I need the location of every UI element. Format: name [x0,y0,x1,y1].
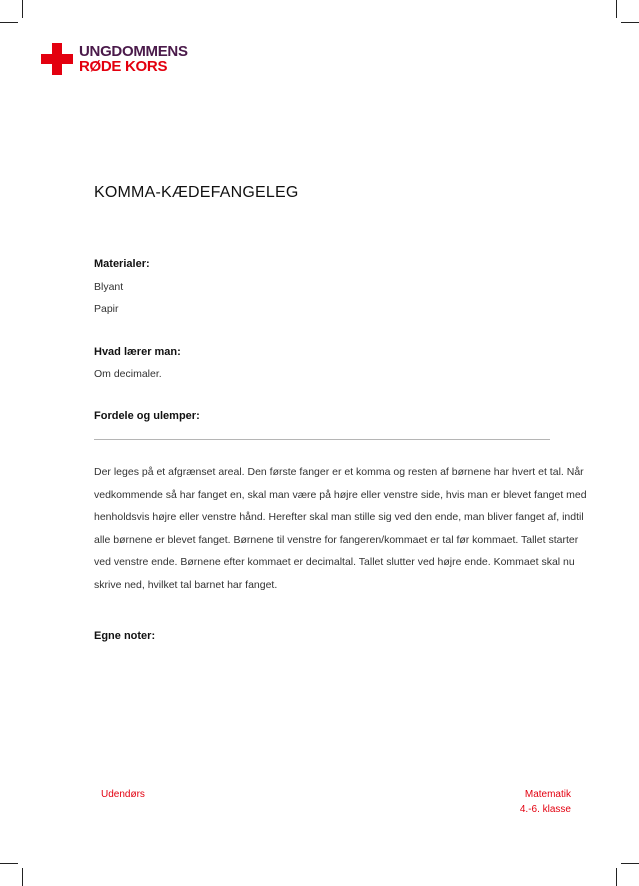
materials-label: Materialer: [94,258,150,270]
footer-category: Udendørs [101,789,145,800]
footer-subject: Matematik [524,789,571,800]
materials-item: Papir [94,303,119,315]
notes-label: Egne noter: [94,630,156,642]
crop-mark-top-right-h [621,22,639,23]
brand-line-2: RØDE KORS [79,58,168,75]
pros-cons-label: Fordele og ulemper: [94,410,200,422]
materials-item: Blyant [94,281,124,293]
description-paragraph: Der leges på et afgrænset areal. Den første fanger er et komma og resten af børnene har hvert et tal. Når vedkommende så har fanget en, skal man være på højre eller venstre side, hvis man er blevet fanget med henholdsvis højre eller venstre hånd. Herefter skal man stille sig ved den ende, man bliver fanget af, indtil alle børnene er blevet fanget. Børnene til venstre for fangeren/kommaet er tal før kommaet. Tallet starter ved venstre ende. Børnene efter kommaet er decimaltal. Tallet slutter ved højre ende. Kommaet skal nu skrive ned, hvilket tal barnet har fanget. [94,466,587,591]
learning-label: Hvad lærer man: [94,346,181,358]
crop-mark-top-right [616,0,617,18]
crop-mark-bottom-right [616,868,617,886]
brand-line-1: UNGDOMMENS [79,43,188,60]
footer-grade: 4.-6. klasse [519,804,571,815]
brand-wordmark [79,44,188,74]
crop-mark-bottom-right-h [621,863,639,864]
crop-mark-top-left-h [0,22,18,23]
crop-mark-top-left [22,0,23,18]
crop-mark-bottom-left [22,868,23,886]
brand-logo [41,43,188,75]
crop-mark-bottom-left-h [0,863,18,864]
learning-text: Om decimaler. [94,368,162,380]
section-divider [94,439,550,440]
red-cross-icon [41,43,73,75]
page-title: KOMMA-KÆDEFANGELEG [94,184,299,201]
